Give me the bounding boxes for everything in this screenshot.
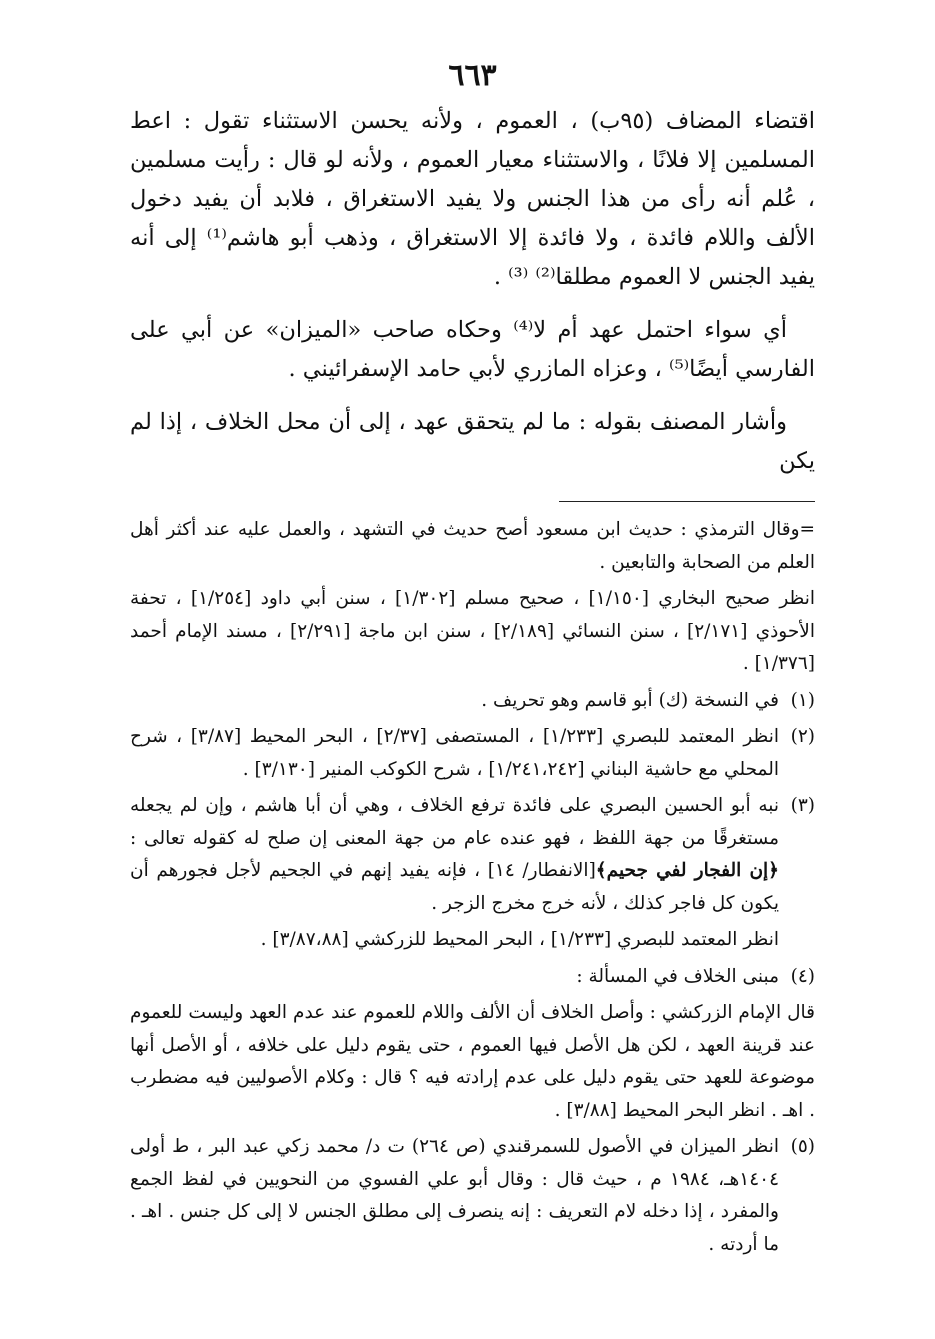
footnote-text: في النسخة (ك) أبو قاسم وهو تحريف .: [481, 689, 779, 711]
footnote-3: [130, 790, 815, 957]
footnote-text-part: نبه أبو الحسين البصري على فائدة ترفع الخلاف ، وهي أن أبا هاشم ، وإن لم يجعله مستغرقًا من جهة اللفظ ، فهو عنده عام من جهة المعنى إن صلح له كقوله تعالى :: [130, 795, 779, 849]
footnote-separator: [559, 501, 815, 502]
footnote-separator-wrap: [130, 481, 815, 514]
main-paragraph-3: وأشار المصنف بقوله : ما لم يتحقق عهد ، إلى أن محل الخلاف ، إذا لم يكن: [130, 409, 815, 474]
main-paragraph-2: أي سواء احتمل عهد أم لا⁽⁴⁾ وحكاه صاحب «الميزان» عن أبي على الفارسي أيضًا⁽⁵⁾ ، وعزاه المازري لأبي حامد الإسفرائيني .: [130, 317, 815, 382]
footnote-continuation-1: =وقال الترمذي : حديث ابن مسعود أصح حديث في التشهد ، والعمل عليه عند أكثر أهل العلم من الصحابة والتابعين .: [130, 519, 815, 573]
footnote-text: انظر المعتمد للبصري [١/٢٣٣] ، المستصفى [٢/٣٧] ، البحر المحيط [٣/٨٧] ، شرح المحلي مع حاشية البناني [١/٢٤١،٢٤٢] ، شرح الكوكب المنير [٣/١٣٠] .: [130, 726, 779, 780]
main-paragraph-1: اقتضاء المضاف (٩٥ب) ، العموم ، ولأنه يحسن الاستثناء تقول : اعط المسلمين إلا فلانًا ، والاستثناء معيار العموم ، ولأنه لو قال : رأيت مسلمين ، عُلم أنه رأى من هذا الجنس ولا يفيد الاستغراق ، فلابد أن يفيد دخول الألف واللام فائدة ، ولا فائدة إلا الاستغراق ، وذهب أبو هاشم⁽¹⁾ إلى أنه يفيد الجنس لا العموم مطلقا⁽²⁾ ⁽³⁾ .: [130, 108, 815, 290]
footnote-text: [130, 790, 779, 920]
footnote-4-body: قال الإمام الزركشي : وأصل الخلاف أن الألف واللام للعموم عند عدم العهد وليست للعموم عند قرينة العهد ، لكن هل الأصل فيها العموم ، حتى يقوم دليل على خلافه ، أو الأصل أنها موضوعة للعهد حتى يقوم دليل على عدم إرادته فيه ؟ قال : وكلام الأصوليين فيه مضطرب . اهـ . انظر البحر المحيط [٣/٨٨] .: [130, 1002, 815, 1121]
footnote-number: (٢): [790, 726, 815, 747]
footnotes: [130, 514, 815, 1261]
footnote-4: [130, 961, 815, 994]
footnote-5: [130, 1131, 815, 1261]
main-text: [130, 102, 815, 481]
footnote-text: انظر الميزان في الأصول للسمرقندي (ص ٢٦٤) ت د/ محمد زكي عبد البر ، ط أولى ١٤٠٤هـ، ١٩٨٤ م ، حيث قال : وقال أبو علي الفسوي من النحويين في لفظ الجمع والمفرد ، إذا دخله لام التعريف : إنه ينصرف إلى مطلق الجنس لا إلى كل جنس . اهـ . ما أردته .: [130, 1136, 780, 1255]
footnote-1: [130, 685, 815, 718]
footnote-2: [130, 721, 815, 786]
footnote-text-part: [الانفطار/ ١٤] ، فإنه يفيد إنهم في الجحيم لأجل فجورهم أن يكون كل فاجر كذلك ، لأنه خرج مخرج الزجر .: [130, 860, 779, 914]
footnote-number: (٤): [790, 965, 815, 987]
footnote-number: (١): [790, 689, 815, 711]
footnote-continuation-2: انظر صحيح البخاري [١/١٥٠] ، صحيح مسلم [١/٣٠٢] ، سنن أبي داود [١/٢٥٤] ، تحفة الأحوذي [٢/١٧١] ، سنن النسائي [٢/١٨٩] ، سنن ابن ماجة [٢/٢٩١] ، مسند الإمام أحمد [١/٣٧٦] .: [130, 588, 815, 674]
footnote-reference: انظر المعتمد للبصري [١/٢٣٣] ، البحر المحيط للزركشي [٣/٨٧،٨٨] .: [260, 929, 779, 950]
footnote-heading: مبنى الخلاف في المسألة :: [576, 965, 779, 987]
quran-verse: ﴿إن الفجار لفي جحيم﴾: [595, 860, 780, 881]
footnote-number: (٥): [790, 1136, 815, 1157]
page-number: ٦٦٣: [448, 58, 497, 93]
footnote-number: (٣): [790, 795, 815, 816]
